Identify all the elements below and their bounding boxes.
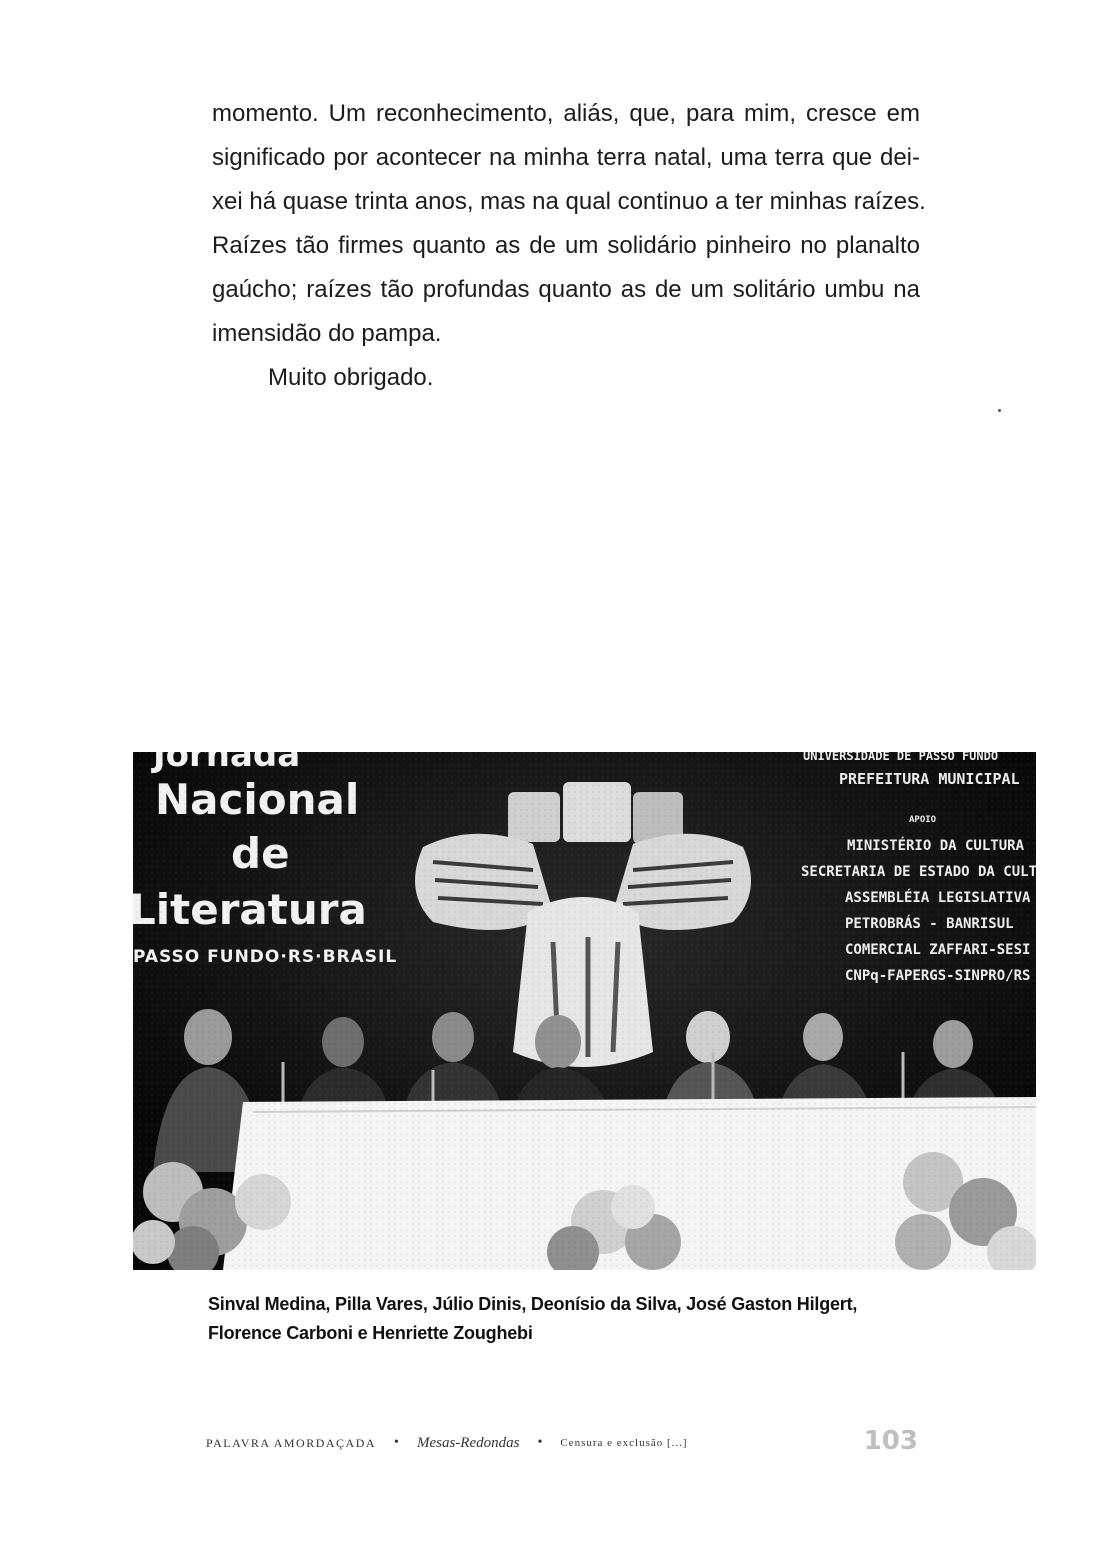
footer-book-title: PALAVRA AMORDAÇADA: [206, 1435, 377, 1450]
body-line: momento. Um reconhecimento, aliás, que, para mim, cresce em: [212, 100, 920, 127]
body-line: significado por acontecer na minha terra natal, uma terra que dei-: [212, 144, 920, 171]
page-footer: [206, 1428, 918, 1458]
body-line: Raízes tão firmes quanto as de um solidário pinheiro no planalto: [212, 232, 920, 259]
caption-line: Sinval Medina, Pilla Vares, Júlio Dinis, Deonísio da Silva, José Gaston Hilgert,: [208, 1294, 858, 1314]
stray-mark: [998, 409, 1001, 412]
body-line: gaúcho; raízes tão profundas quanto as de um solitário umbu na: [212, 276, 920, 303]
body-line: xei há quase trinta anos, mas na qual continuo a ter minhas raízes.: [212, 188, 926, 215]
photo-caption: [208, 1290, 908, 1348]
body-text: [212, 92, 926, 400]
event-photo-illustration: [133, 752, 1036, 1270]
page-number: 103: [863, 1426, 918, 1456]
caption-line: Florence Carboni e Henriette Zoughebi: [208, 1323, 533, 1343]
closing-line: Muito obrigado.: [268, 364, 434, 391]
footer-chapter: Censura e exclusão [...]: [560, 1437, 688, 1449]
footer-section: Mesas-Redondas: [416, 1434, 520, 1451]
footer-separator: •: [537, 1435, 543, 1450]
event-photo: [133, 752, 1036, 1270]
body-line: imensidão do pampa.: [212, 320, 442, 347]
photo-grain: [133, 752, 1036, 1270]
footer-separator: •: [394, 1435, 399, 1450]
